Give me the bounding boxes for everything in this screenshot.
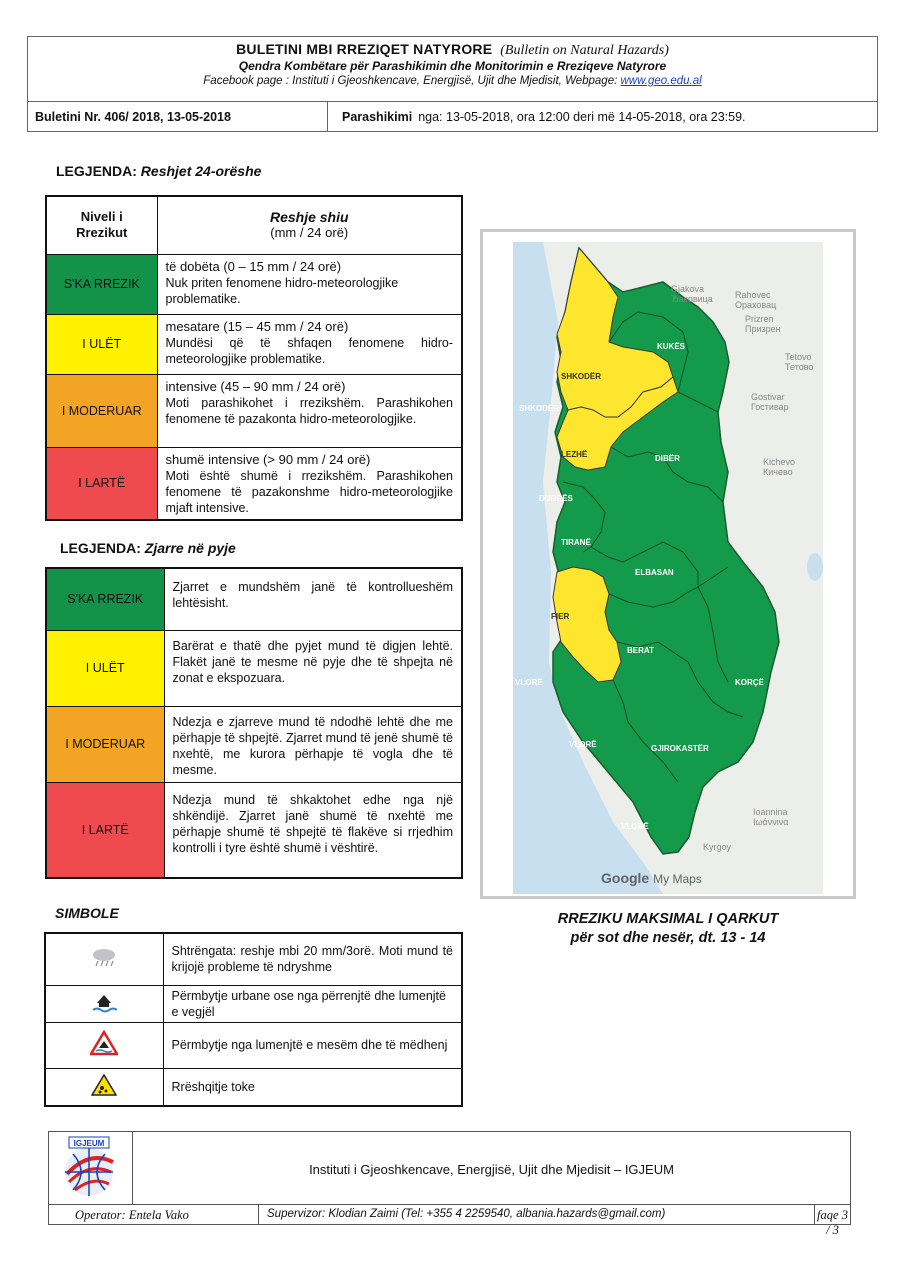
place-prizren [745,314,781,334]
place-name-local: Ораховац [735,300,777,310]
igjeum-logo [49,1132,133,1204]
fire-desc-none: Zjarret e mundshëm janë të kontrollueshëm lehtësisht. [164,568,462,630]
region-label-berat: BERAT [627,646,654,655]
fire-level-moderate-cell: I MODERUAR [46,706,164,782]
forecast-label: Parashikimi [342,110,413,124]
symbol-row [45,1022,462,1068]
fire-row-none [46,568,462,630]
rain-desc-none [157,254,462,314]
region-label-kukes: KUKËS [657,342,686,351]
footer [48,1131,851,1237]
rain-header-unit: (mm / 24 orë) [270,225,349,241]
rain-range-text: të dobëta (0 – 15 mm / 24 orë) [165,258,342,274]
footer-info-row [49,1204,850,1237]
bulletin-title [28,41,877,59]
rain-desc-text: Moti është shumë i rrezikshëm. Parashikohen fenomene të pazakonshme hidro-meteorologjike mjaft intensive. [165,468,453,515]
rain-desc-text: Mundësi që të shfaqen fenomene hidro-meteorologjike problematike. [165,335,453,366]
facebook-line [28,75,877,87]
rain-legend-subtitle: Reshjet 24-orëshe [140,163,262,179]
region-label-vlore-south: VLORË [621,822,649,831]
region-label-korce: KORÇË [735,678,764,687]
rain-legend-title [56,163,261,179]
rain-row-moderate [46,374,462,447]
rain-legend-header-row [46,196,462,254]
center-subtitle: Qendra Kombëtare për Parashikimin dhe Monitorimin e Rreziqeve Natyrore [238,59,667,73]
place-kyrgoy: Kyrgoy [703,842,732,852]
symbols-title: SIMBOLE [55,905,119,921]
place-name-local: Призрен [745,324,781,334]
region-label-diber: DIBËR [655,454,680,463]
rain-legend-table [45,195,463,521]
map-caption-line1: RREZIKU MAKSIMAL I QARKUT [557,911,779,927]
symbol-row [45,1068,462,1106]
map-caption-line2: për sot dhe nesër, dt. 13 - 14 [570,930,766,946]
fire-legend-label: LEGJENDA: [60,540,141,556]
symbol-desc-landslide: Rrëshqitje toke [163,1068,462,1106]
rain-range-text: intensive (45 – 90 mm / 24 orë) [165,378,346,394]
rain-range-text: mesatare (15 – 45 mm / 24 orë) [165,318,349,334]
place-name-local: Гостивар [751,402,789,412]
place-name-local: Ђаковица [671,294,713,304]
place-name-local: Кичево [763,467,793,477]
symbol-row [45,933,462,985]
region-label-fier: FIER [551,612,570,621]
bulletin-header [27,36,878,132]
title-albanian: BULETINI MBI RREZIQET NATYRORE [236,41,493,57]
google-logo-text: Google [601,870,650,886]
level-none-cell: S'KA RREZIK [46,254,157,314]
fire-desc-high: Ndezja mund të shkaktohet edhe nga një shkëndijë. Zjarret janë shumë të nxehtë me përhapje shumë të shpejtë të flakëve si rrjedhim kontrolli i tyre është shumë i vështirë. [164,782,462,878]
landslide-warning-icon [45,1068,163,1106]
rain-header [157,196,462,254]
symbol-desc-river-flood: Përmbytje nga lumenjtë e mesëm dhe të mëdhenj [163,1022,462,1068]
place-name: Kichevo [763,457,796,467]
fire-row-low [46,630,462,706]
city-label-shkoder: SHKODËR [519,404,560,413]
urban-flood-icon [45,985,163,1022]
region-label-shkoder: SHKODËR [561,372,602,381]
level-low-cell: I ULËT [46,314,157,374]
fire-level-none-cell: S'KA RREZIK [46,568,164,630]
region-label-tirane: TIRANË [561,538,591,547]
level-moderate-cell: I MODERUAR [46,374,157,447]
place-gostivar [751,392,789,412]
rain-row-none [46,254,462,314]
fire-level-high-cell: I LARTË [46,782,164,878]
fire-legend-title [60,540,236,556]
forecast-text: nga: 13-05-2018, ora 12:00 deri më 14-05-2018, ora 23:59. [418,110,746,124]
symbol-row [45,985,462,1022]
map-caption [480,910,856,948]
hazard-map[interactable] [513,242,823,894]
region-label-durres: DURRËS [539,494,573,503]
fire-level-low-cell: I ULËT [46,630,164,706]
fire-legend-subtitle: Zjarre në pyje [144,540,236,556]
place-name: Prizren [745,314,774,324]
operator: Operator: Entela Vako [49,1205,259,1225]
place-gjakova [671,284,713,304]
rain-header-title: Reshje shiu [269,209,349,226]
symbol-desc-urban-flood: Përmbytje urbane ose nga përrenjtë dhe lumenjtë e vegjël [163,985,462,1022]
region-label-lezhe: LEZHË [561,450,588,459]
rain-row-low [46,314,462,374]
hazard-map-frame [480,229,856,899]
river-flood-warning-icon [45,1022,163,1068]
fire-desc-moderate: Ndezja e zjarreve mund të ndodhë lehtë dhe me përhapje të shpejtë. Zjarret mund të jenë shumë të nxehtë, me kurora përhapje të vogla dhe të mesme. [164,706,462,782]
symbol-desc-storm: Shtrëngata: reshje mbi 20 mm/3orë. Moti mund të krijojë probleme të ndryshme [163,933,462,985]
lake-ohrid [807,553,823,581]
place-rahovec [735,290,776,310]
thunderstorm-cloud-icon [45,933,163,985]
level-header: Niveli i Rrezikut [46,196,157,254]
rain-legend-label: LEGJENDA: [56,163,137,179]
place-name: Gostivar [751,392,785,402]
fire-row-high [46,782,462,878]
region-label-gjirokaster: GJIROKASTËR [651,744,709,753]
region-label-vlore: VLORË [569,740,597,749]
rain-row-high [46,447,462,520]
facebook-page-text: Facebook page : Instituti i Gjeoshkencave, Energjisë, Ujit dhe Mjedisit, Webpage: [203,75,618,87]
bulletin-number: Buletini Nr. 406/ 2018, 13-05-2018 [28,102,328,132]
fire-row-moderate [46,706,462,782]
google-watermark [601,870,702,886]
rain-desc-low [157,314,462,374]
place-name-local: Тетово [785,362,814,372]
level-high-cell: I LARTË [46,447,157,520]
institute-name: Instituti i Gjeoshkencave, Energjisë, Ujit dhe Mjedisit – IGJEUM [309,1162,674,1177]
logo-text: IGJEUM [73,1139,105,1148]
supervisor: Supervizor: Klodian Zaimi (Tel: +355 4 2259540, albania.hazards@gmail.com) [259,1205,815,1225]
fire-legend-table [45,567,463,879]
place-name: Tetovo [785,352,812,362]
rain-desc-text: Nuk priten fenomene hidro-meteorologjike problematike. [165,275,399,306]
rain-desc-high [157,447,462,520]
place-name-local: Ιωάννινα [753,817,789,827]
page-number: faqe 3 / 3 [817,1208,848,1237]
place-name: Rahovec [735,290,771,300]
place-kicevo [763,457,795,477]
rain-desc-moderate [157,374,462,447]
rain-desc-text: Moti parashikohet i rrezikshëm. Parashikohen fenomene të pazakonta hidro-meteorologjike. [165,395,453,426]
region-label-elbasan: ELBASAN [635,568,674,577]
symbols-table [44,932,463,1107]
place-ioannina [753,807,788,827]
forecast-period [329,102,877,132]
city-label-vlore: VLORË [515,678,543,687]
bulletin-info-row [28,101,877,132]
title-english: (Bulletin on Natural Hazards) [500,43,669,58]
place-name: Gjakova [671,284,705,294]
my-maps-text: My Maps [653,872,702,886]
webpage-link[interactable]: www.geo.edu.al [620,75,702,87]
fire-desc-low: Barërat e thatë dhe pyjet mund të digjen lehtë. Flakët janë te mesme në pyje dhe të shpejta në zonat e ekspozuara. [164,630,462,706]
rain-range-text: shumë intensive (> 90 mm / 24 orë) [165,451,371,467]
place-tetovo [785,352,813,372]
place-name: Ioannina [753,807,788,817]
